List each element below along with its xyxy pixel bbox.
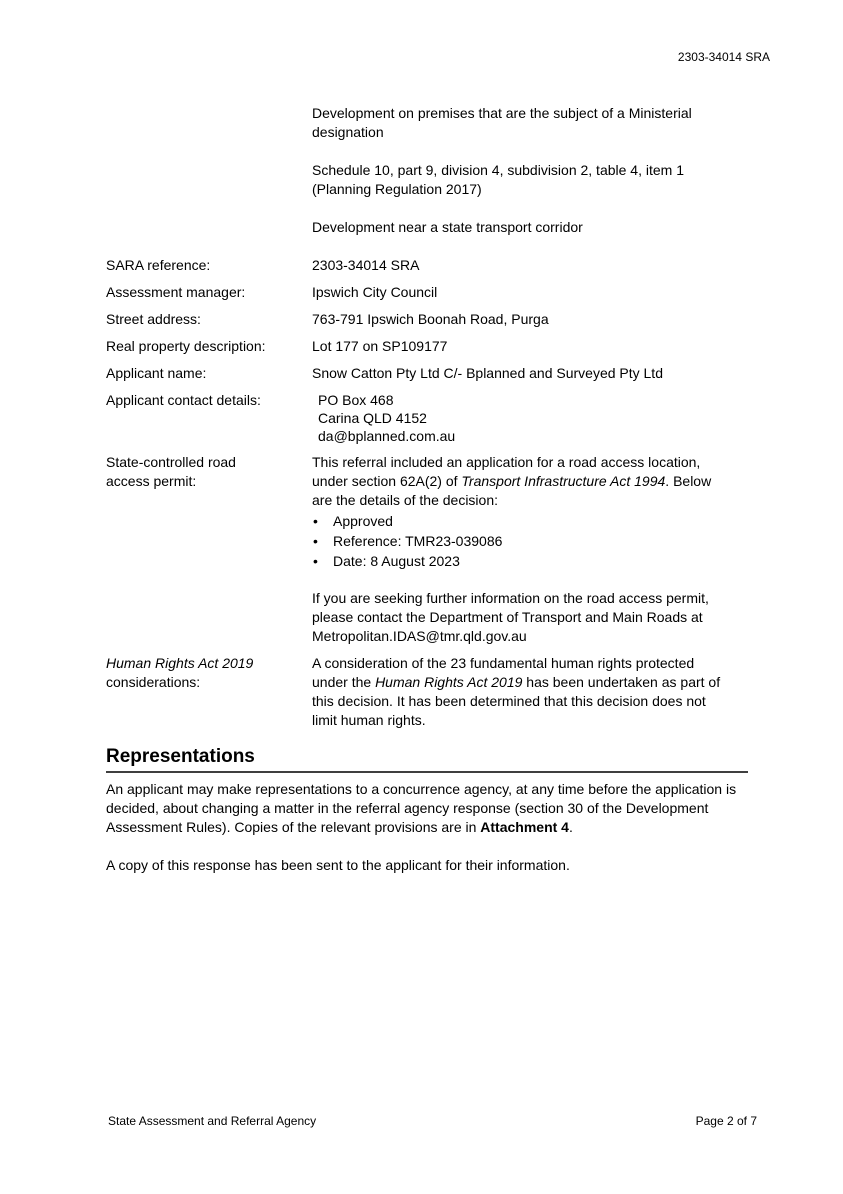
- detail-row-real-property-description: [106, 337, 748, 356]
- referral-trigger-section: [106, 104, 748, 237]
- detail-label: Applicant contact details:: [106, 392, 261, 408]
- road-access-intro-text-after: . Below are the details of the decision:: [312, 473, 712, 508]
- footer-page-number: Page 2 of 7: [695, 1114, 757, 1128]
- detail-row-sara-reference: [106, 256, 748, 275]
- detail-row-road-access-permit: [106, 453, 748, 646]
- representations-text-after: .: [568, 819, 573, 835]
- detail-label: Applicant name:: [106, 365, 207, 381]
- detail-label-rest: considerations:: [106, 674, 201, 690]
- footer-agency-name: State Assessment and Referral Agency: [108, 1114, 317, 1128]
- decision-reference-item: • Reference: TMR23-039086: [312, 531, 732, 551]
- detail-label: Real property description:: [106, 338, 266, 354]
- decision-status-item: • Approved: [312, 511, 732, 531]
- human-rights-text: A consideration of the 23 fundamental human rights protected under the: [312, 655, 695, 690]
- act-title-transport-infrastructure: Transport Infrastructure Act 1994: [461, 473, 666, 489]
- detail-label: Assessment manager:: [106, 284, 246, 300]
- detail-row-assessment-manager: [106, 283, 748, 302]
- contact-po-box: PO Box 468: [318, 392, 394, 408]
- detail-value: Lot 177 on SP109177: [312, 338, 448, 354]
- contact-suburb: Carina QLD 4152: [318, 410, 427, 426]
- representations-section: [106, 746, 748, 875]
- detail-value: Ipswich City Council: [312, 284, 438, 300]
- detail-value: 2303-34014 SRA: [312, 257, 420, 273]
- act-title-human-rights: Human Rights Act 2019: [106, 655, 254, 671]
- trigger-paragraph-schedule: Schedule 10, part 9, division 4, subdivision 2, table 4, item 1 (Planning Regulation 2017): [312, 162, 684, 197]
- detail-value: [312, 453, 732, 646]
- copy-sent-paragraph: A copy of this response has been sent to the applicant for their information.: [106, 857, 570, 873]
- detail-row-street-address: [106, 310, 748, 329]
- trigger-paragraph-ministerial: Development on premises that are the subject of a Ministerial designation: [312, 105, 692, 140]
- attachment-reference: Attachment 4: [480, 819, 569, 835]
- detail-label: [106, 654, 272, 730]
- page-footer: [108, 1114, 757, 1128]
- document-reference: 2303-34014 SRA: [677, 50, 770, 64]
- document-content: [106, 104, 748, 875]
- road-access-followup: If you are seeking further information on the road access permit, please contact the Department of Transport and Main Roads at Metropolitan.IDAS@tmr.qld.gov.au: [312, 590, 709, 644]
- detail-row-applicant-name: [106, 364, 748, 383]
- trigger-paragraph-transport-corridor: Development near a state transport corridor: [312, 219, 583, 235]
- representations-paragraph: [106, 780, 748, 837]
- detail-value: [312, 654, 732, 730]
- human-rights-text-after: has been undertaken as part of this decision. It has been determined that this decision does not limit human rights.: [312, 674, 721, 728]
- detail-label: State-controlled road access permit:: [106, 454, 236, 489]
- act-title-human-rights: Human Rights Act 2019: [375, 674, 523, 690]
- detail-row-applicant-contact-details: [106, 391, 748, 445]
- detail-value: 763-791 Ipswich Boonah Road, Purga: [312, 311, 549, 327]
- page-header: [0, 50, 770, 64]
- detail-label: Street address:: [106, 311, 201, 327]
- section-heading-representations: Representations: [106, 746, 748, 773]
- detail-value: [312, 391, 732, 445]
- decision-date-item: • Date: 8 August 2023: [312, 551, 732, 571]
- decision-detail-list: [312, 511, 732, 571]
- road-access-intro: [312, 453, 732, 510]
- contact-email: da@bplanned.com.au: [318, 428, 456, 444]
- detail-row-human-rights: [106, 654, 748, 730]
- road-access-intro-text: This referral included an application for a road access location, under section 62A(2) of: [312, 454, 701, 489]
- detail-label: SARA reference:: [106, 257, 211, 273]
- detail-value: Snow Catton Pty Ltd C/- Bplanned and Surveyed Pty Ltd: [312, 365, 663, 381]
- representations-text: An applicant may make representations to a concurrence agency, at any time before the application is decided, about changing a matter in the referral agency response (section 30 of the Development Assessment Rules). Copies of the relevant provisions are in: [106, 781, 737, 835]
